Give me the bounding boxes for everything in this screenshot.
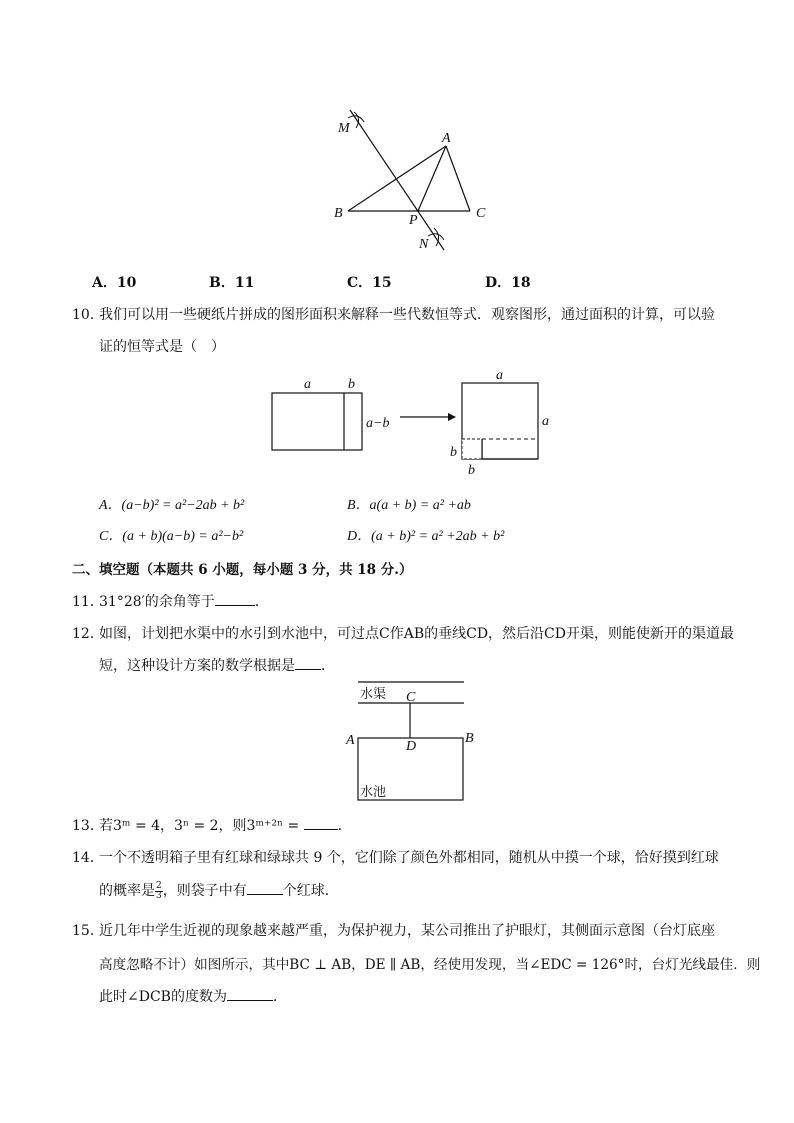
q12-text-line2: 短，这种设计方案的数学根据是 [99, 658, 295, 674]
q10-option-b[interactable]: B．a(a + b) = a² +ab [347, 498, 471, 513]
q14-number: 14． [72, 850, 104, 866]
q14-text-line2a: 的概率是 [99, 883, 155, 899]
q12-answer-blank[interactable] [295, 657, 321, 670]
q10-left-label-a: a [304, 377, 311, 392]
q12-number: 12． [72, 626, 104, 642]
q9-label-N: N [419, 237, 429, 252]
q14-answer-blank[interactable] [247, 882, 283, 895]
q14-frac-denominator: 3 [156, 890, 162, 901]
q15-text-line1: 近几年中学生近视的现象越来越严重，为保护视力，某公司推出了护眼灯，其侧面示意图（台灯底座 [99, 923, 715, 939]
q12-label-C: C [406, 690, 416, 705]
q9-label-M: M [338, 121, 350, 136]
q15-end: ． [272, 989, 287, 1005]
q14-text-line2b: ，则袋子中有 [162, 883, 247, 899]
q9-label-C: C [476, 206, 486, 221]
q9-label-B: B [334, 206, 343, 221]
q14-frac-numerator: 2 [156, 880, 162, 891]
q10-right-label-b-bottom: b [468, 463, 475, 478]
q10-text-line1: 我们可以用一些硬纸片拼成的图形面积来解释一些代数恒等式．观察图形，通过面积的计算，可以验 [99, 307, 715, 323]
q14-text-line1: 一个不透明箱子里有红球和绿球共 9 个，它们除了颜色外都相同，随机从中摸一个球，恰好摸到红球 [99, 850, 719, 866]
q12-end: ． [321, 658, 335, 674]
q10-option-c[interactable]: C．(a + b)(a−b) = a²−b² [99, 529, 244, 544]
q15-answer-blank[interactable] [227, 988, 273, 1001]
q10-right-label-a-side: a [542, 414, 549, 429]
q12-line2 [99, 655, 335, 675]
q10-left-label-a-minus-b: a−b [366, 416, 390, 431]
q10-option-d[interactable]: D．(a + b)² = a² +2ab + b² [347, 529, 505, 544]
q13-answer-blank[interactable] [304, 817, 338, 830]
q13-number: 13． [72, 818, 104, 834]
q9-option-a[interactable]: A．10 [92, 275, 137, 291]
q12-label-A: A [346, 733, 355, 748]
q14-text-line2c: 个红球． [282, 883, 339, 899]
q15-text-line2: 高度忽略不计）如图所示，其中BC ⊥ AB，DE ∥ AB，经使用发现，当∠EDC = 126°时，台灯光线最佳．则 [99, 957, 761, 973]
q15-number: 15． [72, 923, 104, 939]
q11-number: 11． [72, 594, 104, 610]
q9-option-c[interactable]: C．15 [347, 275, 392, 291]
section-title-fill-in: 二、填空题（本题共 6 小题，每小题 3 分，共 18 分.） [72, 562, 413, 578]
q12-canal-pool-figure [340, 676, 480, 806]
q10-number: 10． [72, 307, 104, 323]
q12-label-B: B [465, 731, 474, 746]
q11-text: 31°28′的余角等于 [99, 594, 215, 610]
q13-end: ． [337, 818, 352, 834]
q11-line [99, 591, 269, 611]
q15-line3 [99, 986, 287, 1006]
q11-answer-blank[interactable] [215, 593, 255, 606]
q11-end: ． [254, 594, 269, 610]
q12-pool-label: 水池 [360, 785, 387, 800]
q9-label-A: A [442, 131, 451, 146]
q10-left-label-b: b [348, 377, 355, 392]
q12-canal-label: 水渠 [360, 687, 387, 702]
q12-text-line1: 如图，计划把水渠中的水引到水池中，可过点C作AB的垂线CD，然后沿CD开渠，则能使新开的渠道最 [99, 626, 734, 642]
q15-text-line3: 此时∠DCB的度数为 [99, 989, 227, 1005]
q9-label-P: P [409, 213, 418, 228]
q13-text: 若3ᵐ = 4，3ⁿ = 2，则3ᵐ⁺²ⁿ = [99, 818, 304, 834]
q10-right-label-a-top: a [496, 368, 503, 383]
q9-geometry-figure [320, 100, 500, 260]
q9-option-b[interactable]: B．11 [209, 275, 255, 291]
q9-option-d[interactable]: D．18 [485, 275, 531, 291]
q10-text-line2: 证的恒等式是（ ） [99, 339, 225, 355]
q10-right-label-b-side: b [450, 445, 457, 460]
q14-line2 [99, 880, 339, 901]
q10-area-figure [260, 364, 560, 479]
q13-line [99, 815, 352, 835]
q10-option-a[interactable]: A．(a−b)² = a²−2ab + b² [99, 498, 245, 513]
q12-label-D: D [406, 739, 417, 754]
q14-probability-fraction [155, 882, 163, 901]
